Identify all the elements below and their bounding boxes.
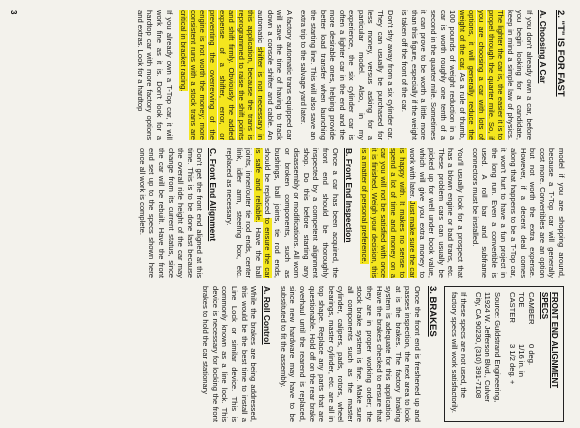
highlight-satisfied: Just make sure the car is happy with. It makes no sense to spend a lot of time and money on a car you will not be satisfied with once it is finished. Weigh your decision, this is a matter of personal preference.	[360, 148, 418, 278]
paragraph-choosing-4: If you already own a T-Top car, it will work fine as it is. Don't look for a hardtop car with more factory options and extras. Look for a hardtop	[135, 10, 174, 140]
subheading-roll-control: A. Roll Control	[262, 286, 273, 345]
paragraph-alignment: Don't get the front end aligned at this time. This is to be done last because the overall ride height of the car may change from its current status, since the car will be rebuilt. Have the front end set up to the specs shown here once all work is complete.	[137, 148, 205, 278]
spec-row-caster: CASTER 3 1/2 deg. +	[507, 292, 517, 385]
spec-row-camber: CAMBER 0 deg.	[526, 292, 536, 366]
paragraph-choosing-2: Don't shy away from a six cylinder car. They can usually be purchased for less money, versus asking for a particular model. Also, in my experience, the six cylinder car is often a lighter car in the end and the more desirable ones, helping provide better load transfer when launching the starting line. This will also save an extra trip to the salvage yard later.	[299, 10, 395, 140]
paragraph-choosing-3: A factory automatic trans equipped car will save the time of having to track down a console shifter and cable. An automatic shifter is not necessary in this application, because the trans is reprogrammed to raise the shift points and shift firmly. Obviously the added expense of a shifter, error, or preventing the overrevving of the engine is not worth the money; more consistent runs with a stock trans are critical in bracket racing.	[179, 10, 294, 140]
column-3	[6, 286, 566, 422]
paragraph-roll-control: While the brakes are being addressed, this would be the best time to install a Line Lock or similar device. This is commonly known as a line lock. This device is necessary for locking the front brakes to hold the car stationary	[201, 286, 259, 422]
specs-source: Source: Guldstrand Engineering, 11924 W. Jefferson Blvd., Culver City, CA 90230, (310) 391-7108	[473, 292, 503, 403]
highlight-safe-reliable: to ensure the car is safe and reliable.	[253, 148, 273, 278]
subheading-front-end-inspection: B. Front End Inspection	[343, 148, 354, 243]
paragraph-inspection: Once a car has been acquired, the front end should be thoroughly inspected by a competent alignment shop. Do this before starting any disassembly or modifications. All worn or broken components, such as bushings, ball joints, tie rod ends, should be replaced to ensure the car is safe and reliable. Have the ball joints, inner/outer tie rod ends, center link, idler arm, steering box, etc. replaced as necessary.	[225, 148, 340, 278]
highlight-weight: The lighter the car is, the easier it is to propel through the quarter mile. So, if you are choosing a car with lots of options, it will generally reduce the weight of the car.	[457, 10, 506, 140]
paragraph-brakes: Once the front end is freshened up and passes inspection, the next area to look at is the brakes. The factory braking system is adequate for this application. Have the brakes checked to ensure that they are in proper working order; the stock brake system is fine. Make sure all components such as the master cylinder, calipers, pads, rotors, wheel bearings, master cylinder, etc. are all in top shape. Replace any parts that are questionable. Hold off on the rear brake overhaul until the rearend is replaced, since new hardware may have to be substituted to fit the assembly.	[278, 286, 423, 422]
spec-row-toe: TOE 1/16 in. in	[517, 292, 527, 377]
specs-title: FRONT END ALIGNMENT SPECS	[540, 292, 559, 389]
alignment-specs-box	[444, 286, 564, 422]
subheading-front-end-alignment: C. Front End Alignment	[208, 148, 219, 242]
paragraph-choosing-1: If you don't already own a car, before you begin looking for a candidate, keep in mind a simple law of physics. The lighter the car is, the easier it is to propel through the quarter mile. So, if you are choosing a car with lots of options, it will generally reduce the weight of the car. As a rule of thumb, 100 pounds of weight reduction in a car is worth roughly one tenth of a second in the quarter mile. Sometimes it can prove to be worth a little more than this figure, especially if the weight is taken off the front of the car.	[400, 10, 534, 140]
paragraph-project-car: You'll usually look for a prospect that has a blown engine or bad trans, etc. These problem cars can usually be picked up for well under book value, which will give you extra money to work with later. Just make sure the car is happy with. It makes no sense to spend a lot of time and money on a car you will not be satisfied with once it is finished. Weigh your decision, this is a matter of personal preference.	[360, 148, 466, 278]
paragraph-hardtop: model if you are shopping around, because a T-Top car will generally cost more. Convertibles are an option but not worth the extra expense. However, if a decent deal comes along that happens to be a T-Top car, it won't hurt to have a fun project in the long run. Even a convertible is used. A roll bar and subframe connectors must be installed.	[470, 148, 566, 278]
specs-note: If these specs are not used, the factory specs will work satisfactorily.	[449, 292, 469, 413]
highlight-shifter: shifter is not necessary in this application, because the trans is reprogrammed to raise the shift points and shift firmly. Obviously the added expense of a shifter, error, or preventing the overrevving of the engine is not worth the money; more consistent runs with a stock trans are critical in bracket racing.	[179, 10, 265, 140]
section-heading-brakes: 3. BRAKES	[427, 286, 439, 337]
column-2	[6, 148, 566, 278]
subheading-choosing-a-car: A. Choosing A Car	[538, 10, 548, 84]
page-number: 3	[8, 10, 18, 15]
section-heading-fast: 2. "T" IS FOR FAST	[555, 10, 566, 97]
column-1	[6, 10, 566, 140]
